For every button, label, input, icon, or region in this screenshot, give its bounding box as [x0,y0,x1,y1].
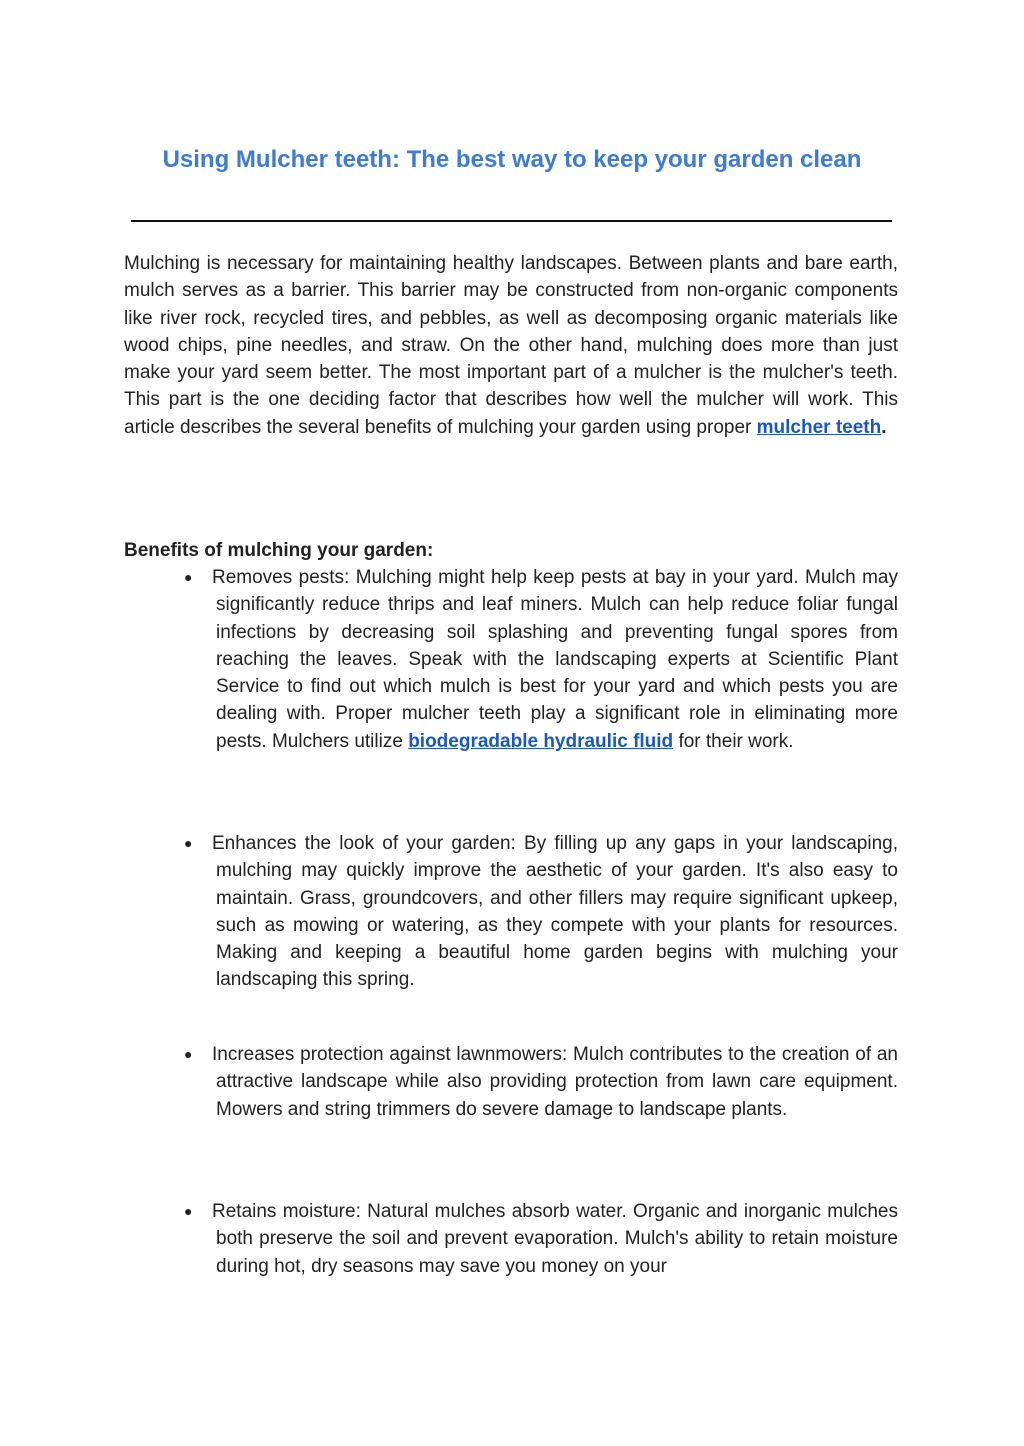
document-title: Using Mulcher teeth: The best way to keep your garden clean [162,146,862,173]
list-item [184,564,898,755]
bullet-text: Increases protection against lawnmowers: Mulch contributes to the creation of an attractive landscape while also providing protection from lawn care equipment. Mowers and string trimmers do severe damage to landscape plants. [212,1044,898,1120]
bullet-text-main: Removes pests: Mulching might help keep pests at bay in your yard. Mulch may significantly reduce thrips and leaf miners. Mulch can help reduce foliar fungal infections by decreasing soil splashing and preventing fungal spores from reaching the leaves. Speak with the landscaping experts at Scientific Plant Service to find out which mulch is best for your yard and which pests you are dealing with. Proper mulcher teeth play a significant role in eliminating more pests. Mulchers utilize [212,567,898,752]
title-divider [131,220,892,222]
list-item [184,1198,898,1280]
intro-text: Mulching is necessary for maintaining healthy landscapes. Between plants and bare earth, mulch serves as a barrier. This barrier may be constructed from non-organic components like river rock, recycled tires, and pebbles, as well as decomposing organic materials like wood chips, pine needles, and straw. On the other hand, mulching does more than just make your yard seem better. The most important part of a mulcher is the mulcher's teeth. This part is the one deciding factor that describes how well the mulcher will work. This article describes the several benefits of mulching your garden using proper [124,253,898,438]
intro-paragraph [124,250,898,441]
hydraulic-fluid-link[interactable]: biodegradable hydraulic fluid [408,730,674,752]
mulcher-teeth-link[interactable]: mulcher teeth [756,416,882,438]
list-item [184,1041,898,1123]
benefits-heading: Benefits of mulching your garden: [124,540,434,561]
bullet-icon: ● [184,1203,193,1219]
bullet-text: Retains moisture: Natural mulches absorb water. Organic and inorganic mulches both preserve the soil and prevent evaporation. Mulch's ability to retain moisture during hot, dry seasons may save you money on your [212,1201,898,1277]
bullet-text: Enhances the look of your garden: By filling up any gaps in your landscaping, mulching may quickly improve the aesthetic of your garden. It's also easy to maintain. Grass, groundcovers, and other fillers may require significant upkeep, such as mowing or watering, as they compete with your plants for resources. Making and keeping a beautiful home garden begins with mulching your landscaping this spring. [212,833,898,991]
bullet-icon: ● [184,1046,193,1062]
bullet-icon: ● [184,835,193,851]
bullet-text-after-link: for their work. [673,730,794,752]
intro-after-link: . [881,416,887,438]
bullet-text [212,564,898,755]
bullet-icon: ● [184,569,193,585]
list-item [184,830,898,994]
